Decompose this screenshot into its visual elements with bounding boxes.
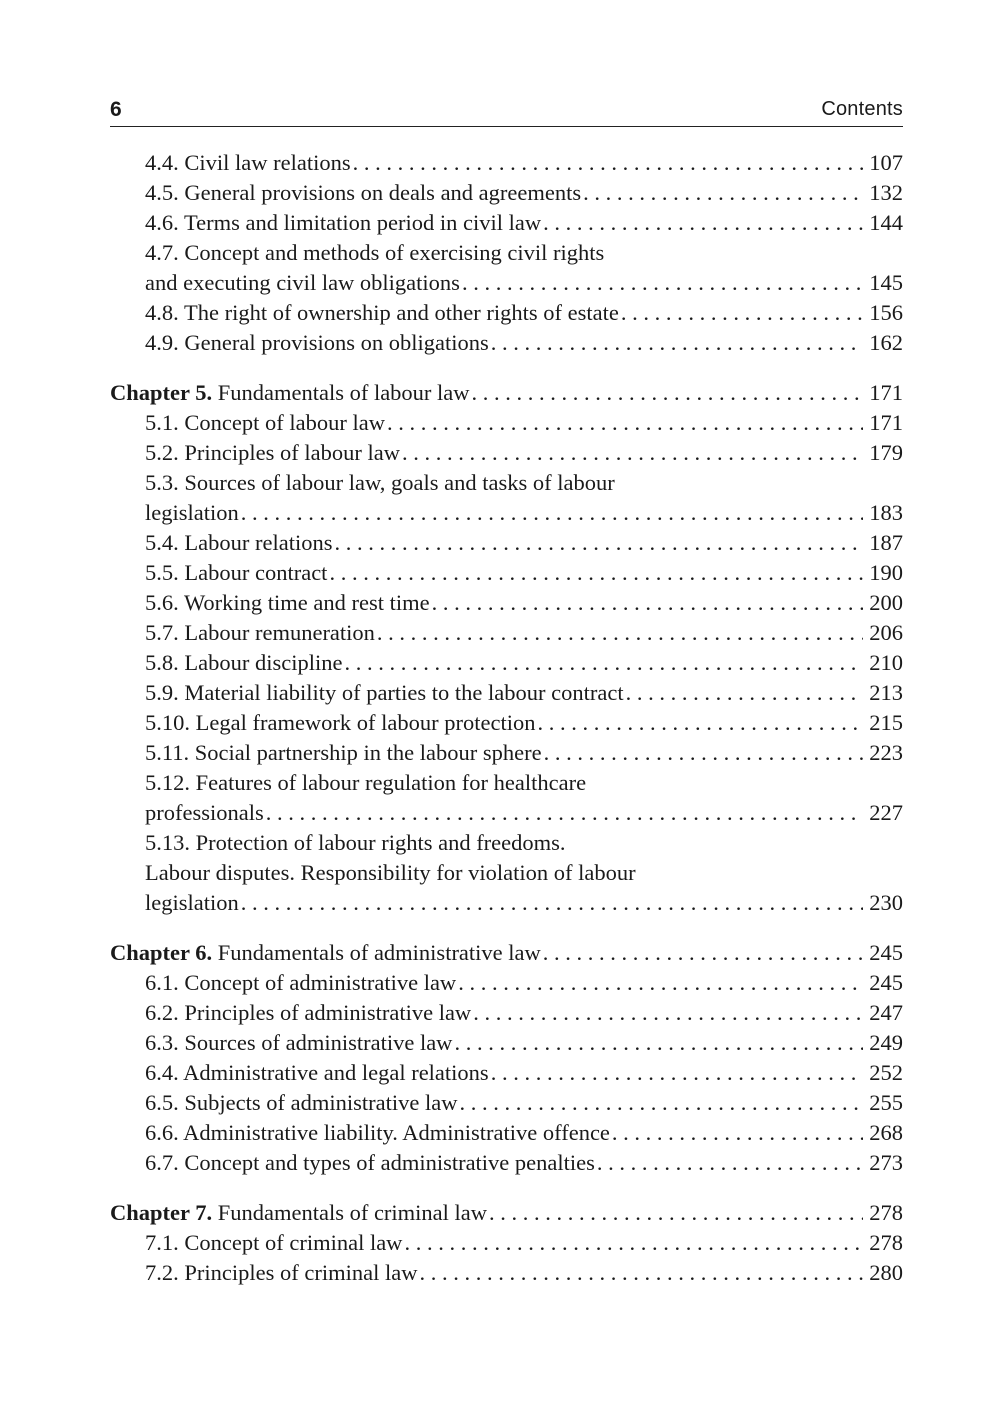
toc-section-entry[interactable] [110,618,903,648]
toc-page-number: 223 [869,740,903,765]
toc-section-entry[interactable] [110,768,903,798]
toc-entry-title: 7.2. Principles of criminal law [145,1260,418,1285]
dot-leader [597,1148,863,1178]
toc-entry-title: 5.4. Labour relations [145,530,333,555]
dot-leader [612,1118,863,1148]
toc-section-entry[interactable] [110,558,903,588]
running-title: Contents [821,98,903,120]
toc-chapter-entry[interactable] [110,938,903,968]
dot-leader [626,678,863,708]
toc-entry-title: 5.9. Material liability of parties to the labour contract [145,680,624,705]
toc-entry-title: 5.10. Legal framework of labour protection [145,710,536,735]
toc-entry-title: and executing civil law obligations [145,270,460,295]
toc-page-number: 255 [869,1090,903,1115]
chapter-number: Chapter 6. [110,940,213,965]
toc-entry-title: 5.7. Labour remuneration [145,620,375,645]
toc-entry-title: 4.6. Terms and limitation period in civil law [145,210,542,235]
toc-section-entry[interactable] [110,588,903,618]
toc-entry-title: 5.11. Social partnership in the labour sphere [145,740,542,765]
toc-page-number: 268 [869,1120,903,1145]
toc-section-entry[interactable] [110,828,903,858]
toc-section-entry[interactable] [110,238,903,268]
dot-leader [387,408,863,438]
dot-leader [419,1258,863,1288]
toc-entry-title: 4.8. The right of ownership and other rights of estate [145,300,619,325]
toc-section-entry[interactable] [110,498,903,528]
toc-page-number: 179 [869,440,903,465]
toc-section-entry[interactable] [110,208,903,238]
dot-leader [473,998,863,1028]
toc-entry-title: 6.7. Concept and types of administrative penalties [145,1150,595,1175]
toc-entry-title: 6.1. Concept of administrative law [145,970,457,995]
chapter-number: Chapter 7. [110,1200,213,1225]
dot-leader [329,558,863,588]
dot-leader [353,148,863,178]
toc-entry-title: Chapter 5. Fundamentals of labour law [110,380,470,405]
dot-leader [472,378,863,408]
toc-entry-title: 5.5. Labour contract [145,560,328,585]
toc-page-number: 206 [869,620,903,645]
toc-entry-title: 6.6. Administrative liability. Administrative offence [145,1120,610,1145]
dot-leader [491,328,863,358]
toc-section-entry[interactable] [110,858,903,888]
toc-page-number: 132 [869,180,903,205]
toc-section-entry[interactable] [110,1258,903,1288]
toc-page-number: 107 [869,150,903,175]
toc-entry-title: 5.13. Protection of labour rights and freedoms. [145,830,566,855]
toc-page-number: 245 [869,970,903,995]
dot-leader [402,438,863,468]
toc-section-entry[interactable] [110,888,903,918]
toc-page-number: 247 [869,1000,903,1025]
toc-chapter-entry[interactable] [110,378,903,408]
toc-section-entry[interactable] [110,1058,903,1088]
toc-page-number: 227 [869,800,903,825]
toc-section-entry[interactable] [110,408,903,438]
toc-page-number: 278 [869,1200,903,1225]
dot-leader [432,588,863,618]
toc-page-number: 278 [869,1230,903,1255]
dot-leader [266,798,863,828]
toc-page-number: 252 [869,1060,903,1085]
toc-entry-title: 5.6. Working time and rest time [145,590,430,615]
toc-page-number: 230 [869,890,903,915]
toc-entry-title: Labour disputes. Responsibility for violation of labour [145,860,636,885]
toc-page-number: 210 [869,650,903,675]
toc-entry-title: 6.2. Principles of administrative law [145,1000,472,1025]
toc-page-number: 249 [869,1030,903,1055]
toc-page-number: 200 [869,590,903,615]
toc-entry-title: legislation [145,500,239,525]
toc-entry-title: 5.3. Sources of labour law, goals and tasks of labour [145,470,615,495]
toc-entry-title: 5.2. Principles of labour law [145,440,400,465]
toc-section-entry[interactable] [110,438,903,468]
toc-entry-title: 7.1. Concept of criminal law [145,1230,403,1255]
toc-entry-title: 6.4. Administrative and legal relations [145,1060,489,1085]
toc-section-entry[interactable] [110,738,903,768]
dot-leader [377,618,863,648]
toc-section-entry[interactable] [110,528,903,558]
toc-page-number: 273 [869,1150,903,1175]
table-of-contents [110,148,903,1288]
toc-entry-title: 6.3. Sources of administrative law [145,1030,453,1055]
toc-page-number: 171 [869,410,903,435]
page-header [110,96,903,127]
toc-page-number: 183 [869,500,903,525]
toc-section-entry[interactable] [110,328,903,358]
toc-entry-title: 5.12. Features of labour regulation for healthcare [145,770,587,795]
toc-section-entry[interactable] [110,298,903,328]
toc-section-entry[interactable] [110,1148,903,1178]
toc-page-number: 171 [869,380,903,405]
toc-page-number: 213 [869,680,903,705]
dot-leader [334,528,863,558]
toc-section-entry[interactable] [110,678,903,708]
dot-leader [489,1198,863,1228]
toc-entry-title: 4.4. Civil law relations [145,150,351,175]
toc-chapter-entry[interactable] [110,1198,903,1228]
dot-leader [491,1058,863,1088]
toc-page-number: 187 [869,530,903,555]
dot-leader [621,298,863,328]
toc-section-entry[interactable] [110,148,903,178]
toc-page-number: 144 [869,210,903,235]
toc-section-entry[interactable] [110,798,903,828]
toc-section-entry[interactable] [110,178,903,208]
dot-leader [241,888,863,918]
dot-leader [544,738,863,768]
toc-entry-title: Chapter 7. Fundamentals of criminal law [110,1200,488,1225]
toc-section-entry[interactable] [110,998,903,1028]
dot-leader [538,708,864,738]
toc-entry-title: Chapter 6. Fundamentals of administrative law [110,940,541,965]
chapter-number: Chapter 5. [110,380,213,405]
page-number: 6 [110,98,122,121]
toc-entry-title: 6.5. Subjects of administrative law [145,1090,458,1115]
toc-section-entry[interactable] [110,1118,903,1148]
dot-leader [458,968,863,998]
toc-section-entry[interactable] [110,648,903,678]
toc-page-number: 245 [869,940,903,965]
toc-entry-title: 4.5. General provisions on deals and agreements [145,180,582,205]
toc-page-number: 190 [869,560,903,585]
toc-entry-title: 5.1. Concept of labour law [145,410,385,435]
toc-section-entry[interactable] [110,268,903,298]
toc-page-number: 162 [869,330,903,355]
dot-leader [459,1088,863,1118]
toc-section-entry[interactable] [110,708,903,738]
toc-entry-title: 5.8. Labour discipline [145,650,343,675]
toc-entry-title: 4.7. Concept and methods of exercising civil rights [145,240,605,265]
toc-section-entry[interactable] [110,1088,903,1118]
toc-section-entry[interactable] [110,968,903,998]
dot-leader [344,648,863,678]
toc-section-entry[interactable] [110,1228,903,1258]
toc-page-number: 215 [869,710,903,735]
dot-leader [543,938,863,968]
toc-page-number: 145 [869,270,903,295]
toc-section-entry[interactable] [110,1028,903,1058]
dot-leader [462,268,863,298]
toc-entry-title: legislation [145,890,239,915]
dot-leader [583,178,863,208]
dot-leader [241,498,863,528]
toc-section-entry[interactable] [110,468,903,498]
dot-leader [454,1028,863,1058]
dot-leader [404,1228,863,1258]
toc-page-number: 156 [869,300,903,325]
toc-entry-title: 4.9. General provisions on obligations [145,330,489,355]
toc-entry-title: professionals [145,800,264,825]
toc-page-number: 280 [869,1260,903,1285]
dot-leader [543,208,863,238]
